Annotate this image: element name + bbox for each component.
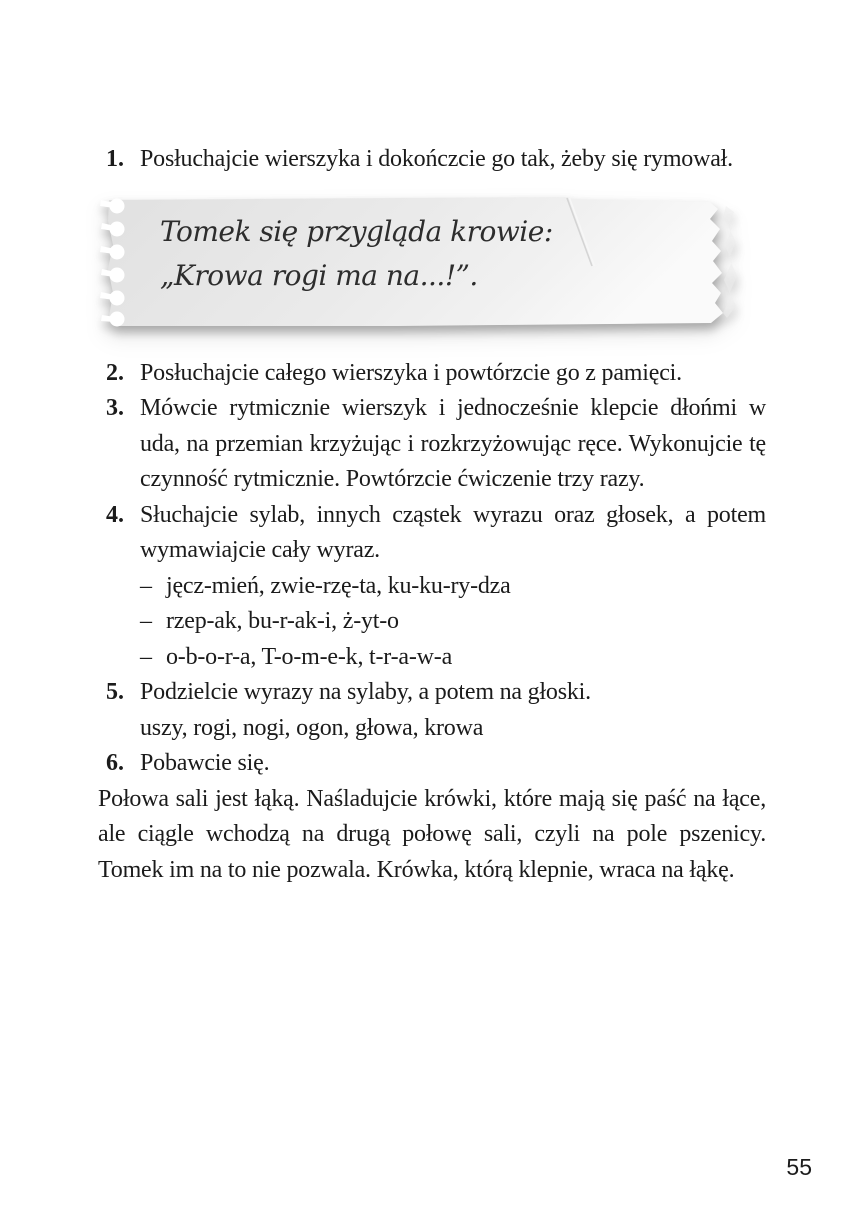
page-number: 55 [786, 1154, 812, 1180]
syllable-line-1 [98, 569, 766, 605]
exercise-number: 5. [106, 679, 124, 705]
exercise-item-6 [98, 746, 766, 782]
exercise-number: 2. [106, 359, 124, 386]
note-verse [160, 210, 553, 298]
exercise-number: 3. [106, 395, 124, 421]
exercise-number: 4. [106, 501, 124, 528]
torn-paper-note [98, 196, 747, 329]
text-block [98, 142, 766, 888]
exercise-item-1 [98, 142, 766, 178]
exercise-number: 6. [106, 750, 124, 776]
dash-bullet: – [140, 643, 152, 670]
note-verse-line-1: Tomek się przygląda krowie: [160, 214, 553, 248]
exercise-text: Posłuchajcie wierszyka i dokończcie go tak, żeby się rymował. [140, 146, 733, 172]
closing-paragraph: Połowa sali jest łąką. Naśladujcie krówki, które mają się paść na łące, ale ciągle wchodzą na drugą połowę sali, czyli na pole pszenicy. Tomek im na to nie pozwala. Krówka, którą klepnie, wraca na łąkę. [98, 785, 766, 883]
exercise-item-2 [98, 356, 766, 392]
syllable-text: o-b-o-r-a, T-o-m-e-k, t-r-a-w-a [166, 643, 453, 670]
syllable-line-2 [98, 604, 766, 640]
exercise-item-3 [98, 391, 766, 498]
dash-bullet: – [140, 572, 152, 599]
exercise-text: Posłuchajcie całego wierszyka i powtórzcie go z pamięci. [140, 359, 682, 386]
syllable-line-3 [98, 640, 766, 676]
exercise-number: 1. [106, 146, 124, 172]
exercise-text: Podzielcie wyrazy na sylaby, a potem na głoski. [140, 679, 591, 705]
exercise-item-5 [98, 675, 766, 711]
exercise-text: Słuchajcie sylab, innych cząstek wyrazu oraz głosek, a potem wymawiajcie cały wyraz. [140, 501, 766, 563]
syllable-text: rzep-ak, bu-r-ak-i, ż-yt-o [166, 608, 399, 634]
exercise-item-4 [98, 498, 766, 569]
note-verse-line-2: „Krowa rogi ma na...!”. [160, 258, 478, 292]
exercise-text: Pobawcie się. [140, 750, 270, 776]
dash-bullet: – [140, 608, 152, 634]
exercise-text: Mówcie rytmicznie wierszyk i jednocześnie klepcie dłońmi w uda, na przemian krzyżując i rozkrzyżowując ręce. Wykonujcie tę czynność rytmicznie. Powtórzcie ćwiczenie trzy razy. [140, 395, 766, 492]
word-list: uszy, rogi, nogi, ogon, głowa, krowa [140, 714, 484, 741]
syllable-text: jęcz-mień, zwie-rzę-ta, ku-ku-ry-dza [166, 572, 511, 599]
